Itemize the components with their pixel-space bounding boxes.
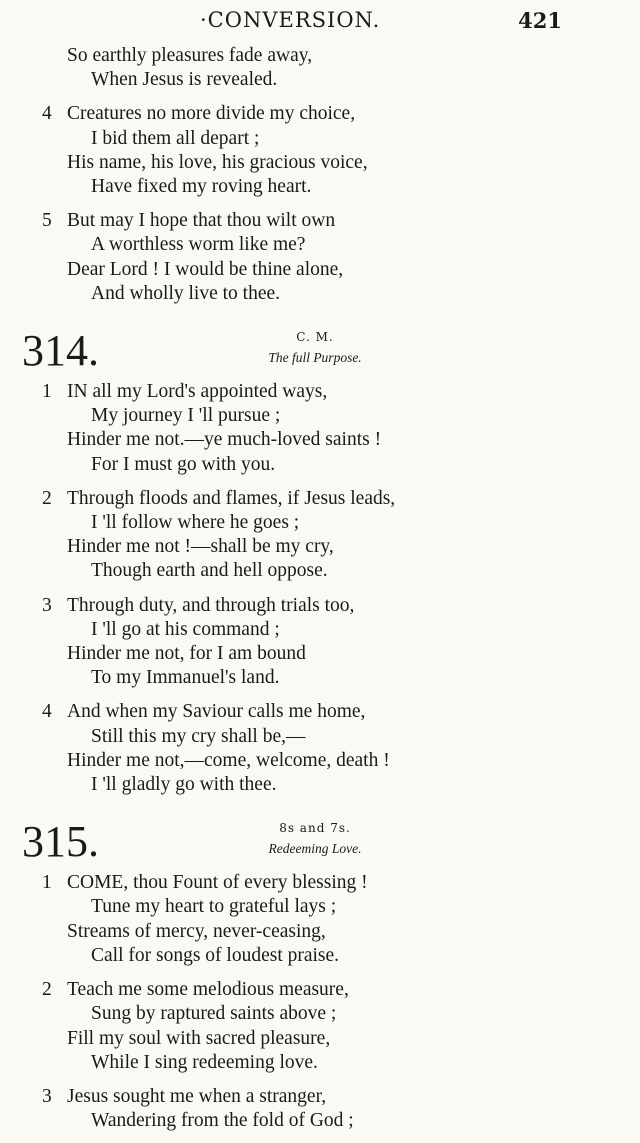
verse-line: My journey I 'll pursue ; bbox=[91, 405, 281, 427]
hymn-meter: C. M. bbox=[296, 330, 334, 345]
verse-line: When Jesus is revealed. bbox=[91, 69, 278, 91]
hymn-number: 315. bbox=[22, 817, 99, 867]
hymn-heading bbox=[0, 817, 640, 871]
hymn-title: The full Purpose. bbox=[268, 350, 362, 366]
verse-line: And wholly live to thee. bbox=[91, 282, 281, 304]
verse-line: IN all my Lord's appointed ways, bbox=[67, 381, 328, 403]
hymn-page-content bbox=[0, 44, 640, 1143]
verse-line: Fill my soul with sacred pleasure, bbox=[67, 1027, 331, 1049]
running-head: ·CONVERSION. bbox=[200, 8, 381, 32]
stanza bbox=[0, 209, 640, 306]
verse-line: Jesus sought me when a stranger, bbox=[67, 1085, 327, 1107]
hymn-number: 314. bbox=[22, 326, 99, 376]
stanza bbox=[0, 871, 640, 968]
verse-line: His name, his love, his gracious voice, bbox=[67, 151, 368, 173]
stanza-number: 3 bbox=[42, 1085, 52, 1107]
stanza-number: 1 bbox=[42, 381, 52, 403]
stanza bbox=[0, 978, 640, 1075]
page-header bbox=[0, 8, 640, 36]
stanza-number: 4 bbox=[42, 701, 52, 723]
verse-line: I 'll go at his command ; bbox=[91, 618, 280, 640]
verse-line: Hinder me not.—ye much-loved saints ! bbox=[67, 429, 382, 451]
verse-line: Hinder me not, for I am bound bbox=[67, 643, 306, 665]
verse-line: I 'll gladly go with thee. bbox=[91, 774, 277, 796]
hymn-heading bbox=[0, 326, 640, 380]
verse-line: Through duty, and through trials too, bbox=[67, 594, 355, 616]
stanza bbox=[0, 594, 640, 691]
verse-line: Still this my cry shall be,— bbox=[91, 725, 306, 747]
stanza-number: 2 bbox=[42, 979, 52, 1001]
verse-line: While I sing redeeming love. bbox=[91, 1051, 318, 1073]
verse-line: Have fixed my roving heart. bbox=[91, 176, 312, 198]
stanza-number: 5 bbox=[42, 210, 52, 232]
stanza bbox=[0, 1085, 640, 1133]
verse-line: Though earth and hell oppose. bbox=[91, 560, 328, 582]
verse-line: But may I hope that thou wilt own bbox=[67, 210, 336, 232]
verse-line: I 'll follow where he goes ; bbox=[91, 512, 300, 534]
verse-line: Hinder me not,—come, welcome, death ! bbox=[67, 749, 390, 771]
verse-line: Call for songs of loudest praise. bbox=[91, 944, 340, 966]
hymn-meter: 8s and 7s. bbox=[279, 821, 351, 836]
verse-line: Teach me some melodious measure, bbox=[67, 979, 349, 1001]
verse-line: Sung by raptured saints above ; bbox=[91, 1003, 337, 1025]
verse-line: Creatures no more divide my choice, bbox=[67, 103, 356, 125]
verse-line: So earthly pleasures fade away, bbox=[67, 45, 313, 66]
stanza bbox=[0, 380, 640, 477]
stanza-number: 2 bbox=[42, 487, 52, 509]
verse-line: COME, thou Fount of every blessing ! bbox=[67, 872, 368, 894]
stanza bbox=[0, 102, 640, 199]
stanza-number: 3 bbox=[42, 594, 52, 616]
stanza-number: 4 bbox=[42, 103, 52, 125]
hymn-title: Redeeming Love. bbox=[268, 841, 362, 857]
verse-line: For I must go with you. bbox=[91, 453, 276, 475]
stanza-number: 1 bbox=[42, 872, 52, 894]
verse-line: Through floods and flames, if Jesus leads, bbox=[67, 487, 396, 509]
verse-line: Hinder me not !—shall be my cry, bbox=[67, 536, 334, 558]
page-number: 421 bbox=[518, 8, 562, 33]
verse-line: Dear Lord ! I would be thine alone, bbox=[67, 258, 344, 280]
stanza bbox=[0, 44, 640, 92]
verse-line: Tune my heart to grateful lays ; bbox=[91, 896, 337, 918]
verse-line: To my Immanuel's land. bbox=[91, 667, 280, 689]
stanza bbox=[0, 487, 640, 584]
verse-line: And when my Saviour calls me home, bbox=[67, 701, 366, 723]
stanza bbox=[0, 700, 640, 797]
verse-line: Streams of mercy, never-ceasing, bbox=[67, 920, 326, 942]
verse-line: A worthless worm like me? bbox=[91, 234, 306, 256]
verse-line: I bid them all depart ; bbox=[91, 127, 260, 149]
verse-line: Wandering from the fold of God ; bbox=[91, 1110, 354, 1132]
